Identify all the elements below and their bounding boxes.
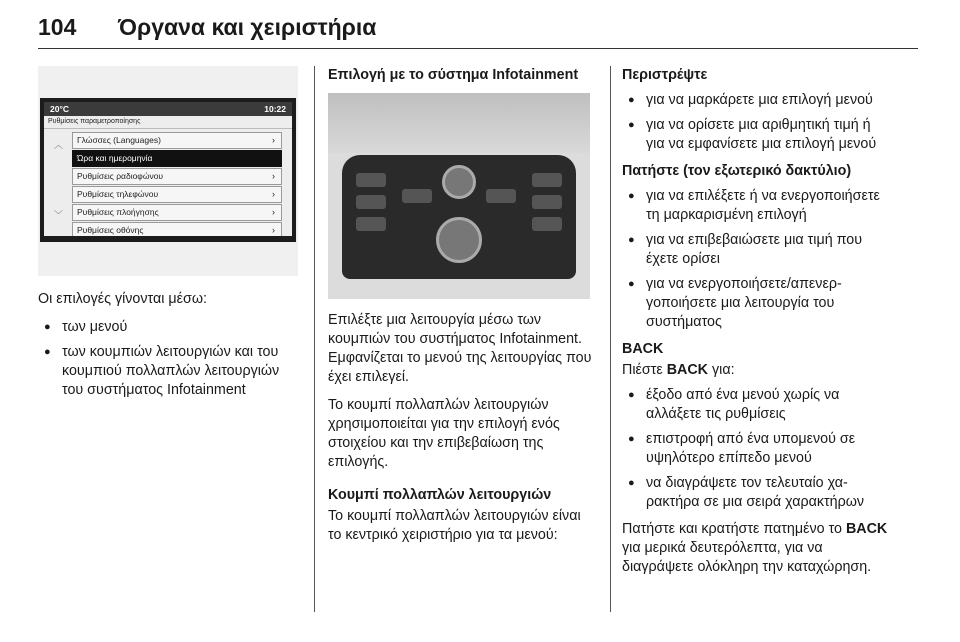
screen-breadcrumb: Ρυθμίσεις παραμετροποίησης <box>44 116 292 129</box>
list-item: ● για να επιβεβαιώσετε μια τιμή που έχετε ορίσει <box>622 231 888 269</box>
panel-button <box>356 173 386 187</box>
temperature-readout: 20°C <box>50 104 69 114</box>
screen-status-bar <box>44 102 292 116</box>
menu-item-phone: Ρυθμίσεις τηλεφώνου › <box>72 186 282 203</box>
list-item: ● για να επιλέξετε ή να ενεργοποιήσετε τη μαρκαρισμένη επιλογή <box>622 187 888 225</box>
section-heading: Πατήστε (τον εξωτερικό δακτύλιο) <box>622 163 852 179</box>
column-1 <box>38 66 300 408</box>
paragraph: Το κουμπί πολλαπλών λειτουργιών χρησιμοποιείται για την επιλογή ενός στοιχείου και την επιβεβαίωση της επιλογής. <box>328 397 560 470</box>
air-vent <box>328 93 590 153</box>
page-header <box>38 10 918 44</box>
chevron-right-icon: › <box>272 135 275 145</box>
list-item: ● των κουμπιών λειτουργιών και του κουμπιού πολλαπλών λειτουργιών του συστήματος Infotainment <box>38 343 300 400</box>
list-item: ● για να ενεργοποιήσετε/απενεργοποιήσετε μια λειτουργία του συστήματος <box>622 275 888 332</box>
infotainment-screen-photo <box>38 66 298 276</box>
control-panel-photo <box>328 93 590 299</box>
page-title: Όργανα και χειριστήρια <box>118 14 377 40</box>
press-list <box>622 187 888 332</box>
list-item: ● έξοδο από ένα μενού χωρίς να αλλάξετε τις ρυθμίσεις <box>622 386 888 424</box>
menu-item-display: Ρυθμίσεις οθόνης › <box>72 222 282 236</box>
chevron-right-icon: › <box>272 225 275 235</box>
panel-button <box>486 189 516 203</box>
section-heading: Περιστρέψτε <box>622 67 708 83</box>
turn-list <box>622 91 888 154</box>
panel-button <box>532 217 562 231</box>
power-volume-knob <box>442 165 476 199</box>
section-heading: Επιλογή με το σύστημα Infotainment <box>328 67 579 83</box>
list-item: ● για να ορίσετε μια αριθμητική τιμή ή για να εμφανίσετε μια επιλογή μενού <box>622 116 888 154</box>
chevron-right-icon: › <box>272 207 275 217</box>
scroll-down-icon: ﹀ <box>54 210 64 220</box>
multifunction-knob <box>436 217 482 263</box>
panel-button <box>356 217 386 231</box>
paragraph: Πιέστε BACK για: <box>622 362 735 378</box>
section-heading: Κουμπί πολλαπλών λειτουργιών <box>328 487 552 503</box>
panel-button <box>532 173 562 187</box>
screen-menu <box>72 132 282 236</box>
list-item: ● για να μαρκάρετε μια επιλογή μενού <box>622 91 888 110</box>
list-item: ● επιστροφή από ένα υπομενού σε υψηλότερο επίπεδο μενού <box>622 430 888 468</box>
chevron-right-icon: › <box>272 189 275 199</box>
panel-button <box>402 189 432 203</box>
clock-readout: 10:22 <box>264 104 286 114</box>
section-heading: BACK <box>622 341 664 357</box>
intro-text: Οι επιλογές γίνονται μέσω: <box>38 291 207 307</box>
scroll-up-icon: ︿ <box>54 140 64 150</box>
list-item: ● των μενού <box>38 318 300 337</box>
column-2 <box>328 66 594 554</box>
screen-bezel <box>40 98 296 242</box>
header-divider <box>38 48 918 49</box>
column-divider-2 <box>610 66 611 612</box>
menu-item-radio: Ρυθμίσεις ραδιοφώνου › <box>72 168 282 185</box>
back-list <box>622 386 888 512</box>
chevron-right-icon: › <box>272 171 275 181</box>
paragraph: Πατήστε και κρατήστε πατημένο το BACK για μερικά δευτερόλεπτα, για να διαγράψετε ολόκληρη την καταχώρηση. <box>622 521 888 575</box>
control-panel <box>342 155 576 279</box>
menu-item-navigation: Ρυθμίσεις πλοήγησης › <box>72 204 282 221</box>
selection-methods-list <box>38 318 300 400</box>
panel-button <box>532 195 562 209</box>
column-divider-1 <box>314 66 315 612</box>
menu-item-time-date: Ώρα και ημερομηνία <box>72 150 282 167</box>
screen-display <box>44 102 292 236</box>
paragraph: Επιλέξτε μια λειτουργία μέσω των κουμπιών του συστήματος Infotainment. Εμφανίζεται το μενού της λειτουργίας που έχει επιλεγεί. <box>328 312 592 385</box>
menu-item-languages: Γλώσσες (Languages) › <box>72 132 282 149</box>
page-number: 104 <box>38 14 77 40</box>
list-item: ● να διαγράψετε τον τελευταίο χαρακτήρα σε μια σειρά χαρακτήρων <box>622 474 888 512</box>
column-3 <box>622 66 888 586</box>
paragraph: Το κουμπί πολλαπλών λειτουργιών είναι το κεντρικό χειριστήριο για τα μενού: <box>328 508 581 543</box>
panel-button <box>356 195 386 209</box>
